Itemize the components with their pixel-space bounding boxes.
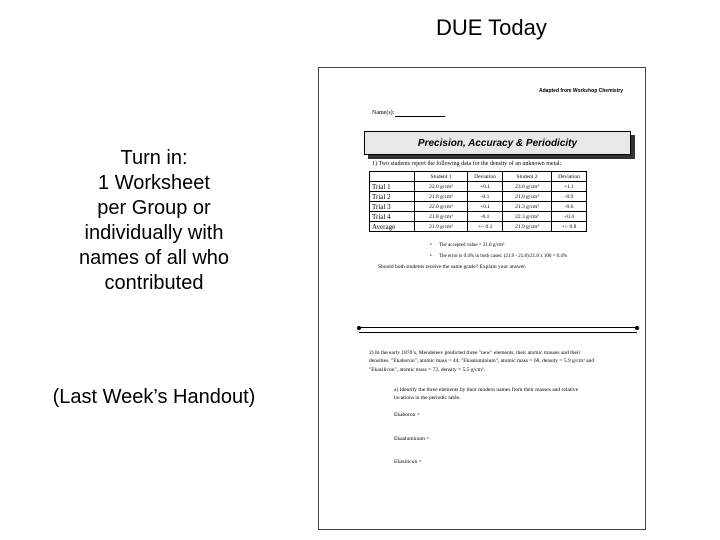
table-row [370,202,587,212]
question-2a: a) Identify the three elements by their modern names from their masses and relative locations in the periodic table. [394,387,579,402]
table-cell: -0.9 [552,192,587,202]
error-statement: • The error is 0.4% in both cases: (21.9 - 21.8)/21.8 x 100 = 0.4% [439,254,567,259]
table-row [370,182,587,192]
table-cell: +1.1 [552,182,587,192]
table-cell: 22.3 g/cm³ [503,212,552,222]
table-cell: 23.0 g/cm³ [503,182,552,192]
table-cell: 21.8 g/cm³ [415,212,468,222]
accepted-value: • The accepted value = 21.8 g/cm³ [439,243,504,248]
table-cell: 21.9 g/cm³ [503,222,552,232]
table-cell [370,172,415,182]
table-cell: -0.1 [468,192,503,202]
question-2: 2) In the early 1870’s, Mendeleev predicted three "new" elements, their atomic masses and their densities. "Ekaboron", atomic mass = 44, "Ekaaluminium", atomic mass = 68, density = 5.9 g/cm³ and "Ekasilicon", atomic mass = 72, density = 5.5 g/cm³. [369,350,595,373]
table-cell: +/- 0.1 [468,222,503,232]
table-cell: -0.1 [468,212,503,222]
table-cell: 21.8 g/cm³ [415,192,468,202]
turn-in-instructions [30,146,278,296]
worksheet-source: Adapted from Workshop Chemistry [539,88,624,94]
table-cell: 22.0 g/cm³ [415,202,468,212]
table-row [370,212,587,222]
worksheet-image [318,67,646,530]
question-1-prompt: Should both students receive the same grade? Explain your answer. [378,264,527,270]
table-cell: Trial 4 [370,212,415,222]
table-cell: Deviation [468,172,503,182]
name-line [395,116,445,117]
table-cell: 21.0 g/cm³ [503,192,552,202]
worksheet-name-label: Name(s): [372,110,395,116]
table-cell: -0.6 [552,202,587,212]
worksheet-title: Precision, Accuracy & Periodicity [364,131,631,155]
table-cell: +0.1 [468,202,503,212]
answer-ekaboron: Ekaboron = [394,412,420,418]
table-cell: Average [370,222,415,232]
table-cell: Student 2 [503,172,552,182]
table-cell: 21.9 g/cm³ [415,222,468,232]
table-cell: Deviation [552,172,587,182]
table-cell: Trial 3 [370,202,415,212]
turn-in-text: Turn in: 1 Worksheet per Group or individually with names of all who contributed [78,147,230,294]
table-header-row [370,172,587,182]
due-today-heading: DUE Today [436,15,547,40]
table-cell: Trial 1 [370,182,415,192]
section-divider [359,327,637,333]
handout-note: (Last Week’s Handout) [52,386,256,408]
table-row [370,192,587,202]
table-cell: Student 1 [415,172,468,182]
table-cell: 22.0 g/cm³ [415,182,468,192]
answer-ekaaluminum: Ekaaluminum = [394,436,430,442]
table-cell: +0.4 [552,212,587,222]
table-row [370,222,587,232]
density-table [369,171,587,232]
table-cell: +0.1 [468,182,503,192]
answer-ekasilicon: Ekasilicon = [394,459,422,465]
question-1: 1) Two students report the following data for the density of an unknown metal: [372,161,562,167]
table-cell: Trial 2 [370,192,415,202]
table-cell: 21.3 g/cm³ [503,202,552,212]
table-cell: +/- 0.8 [552,222,587,232]
